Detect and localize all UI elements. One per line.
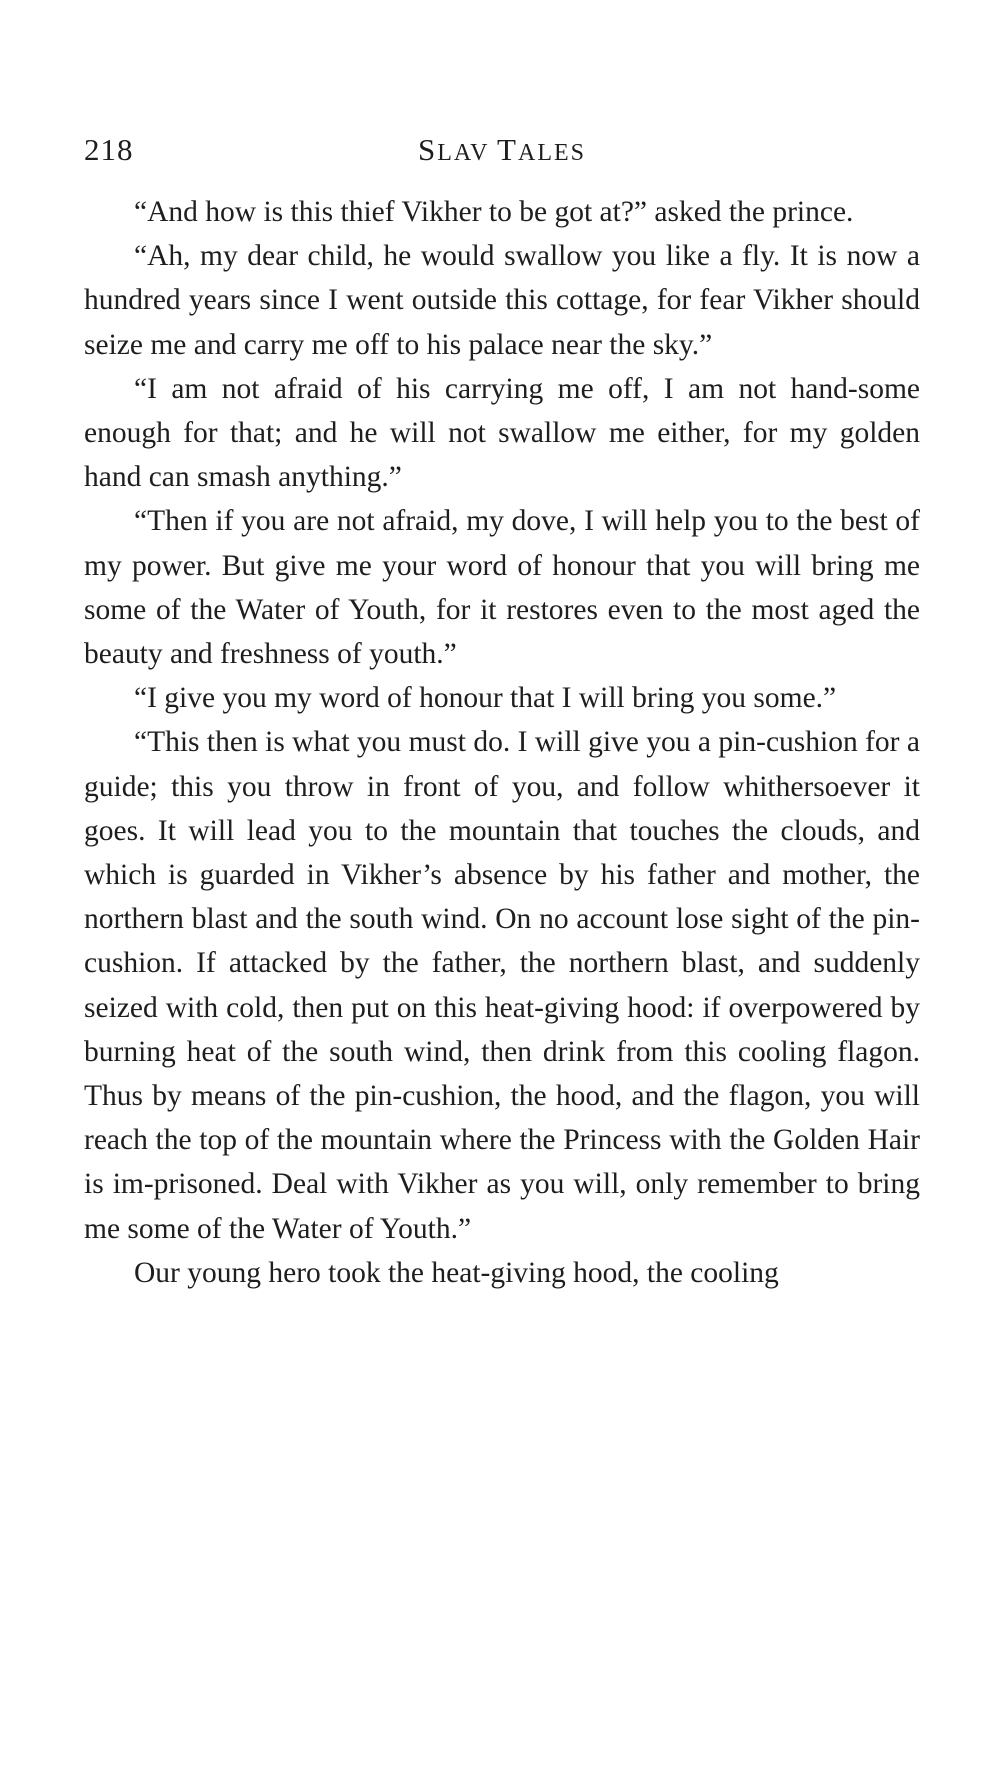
paragraph: “Then if you are not afraid, my dove, I will help you to the best of my power. But give me your word of honour that you will bring me some of the Water of Youth, for it restores even to the most aged the beauty and freshness of youth.” <box>84 505 920 671</box>
page-header <box>84 120 920 180</box>
paragraph: “I give you my word of honour that I will bring you some.” <box>134 682 837 715</box>
paragraph: Our young hero took the heat-giving hood, the cooling <box>134 1256 779 1289</box>
body-text <box>84 190 920 1295</box>
paragraph: “I am not afraid of his carrying me off, I am not hand-some enough for that; and he will not swallow me either, for my golden hand can smash anything.” <box>84 372 920 494</box>
running-head-smallcaps-2: ALES <box>517 140 586 166</box>
paragraph: “This then is what you must do. I will give you a pin-cushion for a guide; this you throw in front of you, and follow whithersoever it goes. It will lead you to the mountain that touches the clouds, and which is guarded in Vikher’s absence by his father and mother, the northern blast and the south wind. On no account lose sight of the pin-cushion. If attacked by the father, the northern blast, and suddenly seized with cold, then put on this heat-giving hood: if overpowered by burning heat of the south wind, then drink from this cooling flagon. Thus by means of the pin-cushion, the hood, and the flagon, you will reach the top of the mountain where the Princess with the Golden Hair is im-prisoned. Deal with Vikher as you will, only remember to bring me some of the Water of Youth.” <box>84 726 920 1245</box>
page-number: 218 <box>84 132 134 167</box>
running-head-initial-1: S <box>418 132 438 167</box>
running-head <box>84 132 920 168</box>
running-head-smallcaps-1: LAV <box>437 140 498 166</box>
running-head-initial-2: T <box>497 132 518 167</box>
paragraph: “And how is this thief Vikher to be got at?” asked the prince. <box>134 196 854 228</box>
paragraph: “Ah, my dear child, he would swallow you like a fly. It is now a hundred years since I went outside this cottage, for fear Vikher should seize me and carry me off to his palace near the sky.” <box>84 240 920 361</box>
